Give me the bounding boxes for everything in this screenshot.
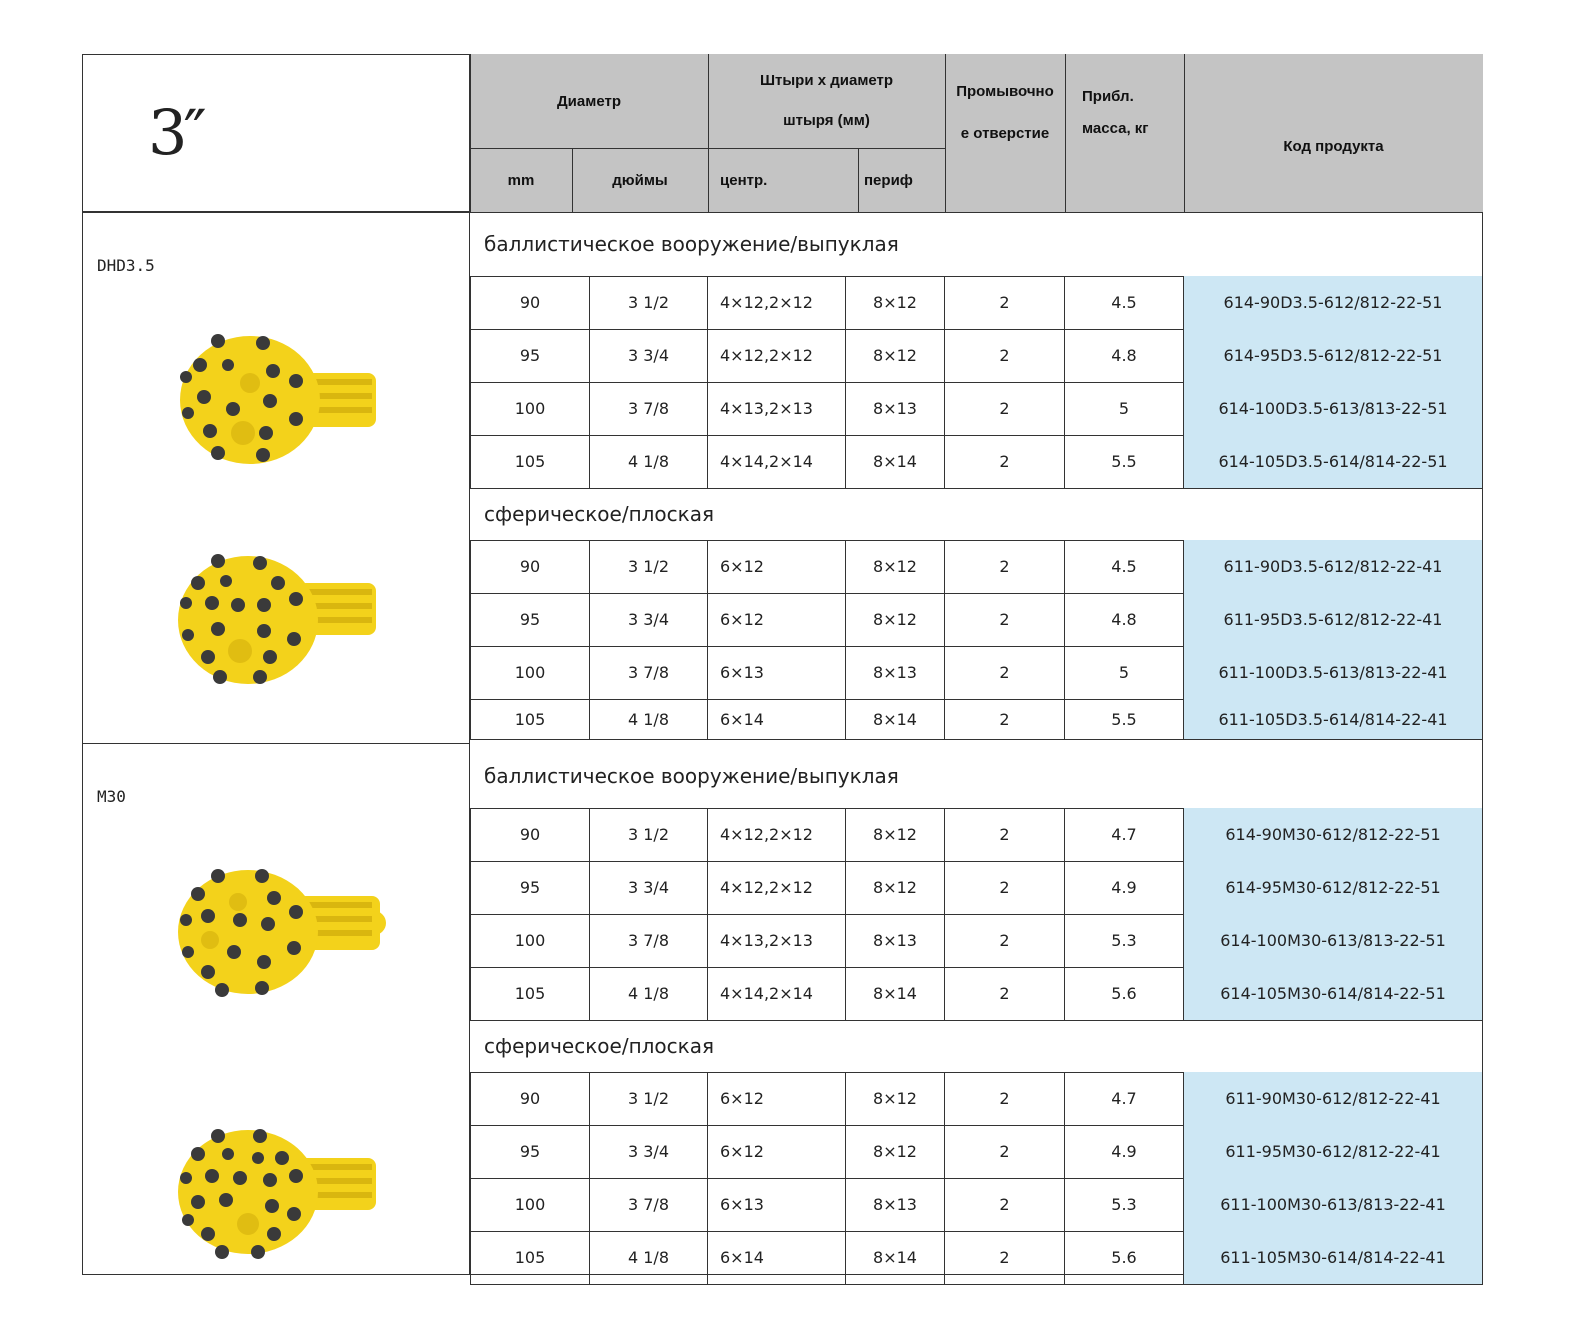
cell-mm: 90 xyxy=(470,1072,590,1125)
cell-flush: 2 xyxy=(945,435,1065,488)
cell-inches: 3 7/8 xyxy=(590,1178,708,1231)
model-name-m30: M30 xyxy=(97,787,126,806)
section-title: баллистическое вооружение/выпуклая xyxy=(484,232,899,256)
cell-code: 611-105M30-614/814-22-41 xyxy=(1184,1231,1483,1284)
cell-mm: 105 xyxy=(470,699,590,739)
cell-inches: 3 7/8 xyxy=(590,646,708,699)
cell-code: 614-105D3.5-614/814-22-51 xyxy=(1184,435,1483,488)
cell-weight: 4.5 xyxy=(1065,276,1184,329)
header-periph xyxy=(858,148,945,212)
header-center xyxy=(708,148,858,212)
cell-periph: 8×14 xyxy=(846,1231,945,1284)
cell-weight: 5 xyxy=(1065,382,1184,435)
cell-periph: 8×13 xyxy=(846,914,945,967)
cell-center: 6×12 xyxy=(708,540,846,593)
header-flush-line1: Промывочно xyxy=(956,83,1054,100)
header-flush xyxy=(945,54,1065,212)
cell-weight: 5.5 xyxy=(1065,699,1184,739)
header-periph-label: периф xyxy=(864,171,913,189)
cell-center: 6×12 xyxy=(708,593,846,646)
cell-flush: 2 xyxy=(945,808,1065,861)
hdr-divider xyxy=(1184,54,1185,212)
header-weight-line1: Прибл. xyxy=(1082,88,1134,105)
cell-flush: 2 xyxy=(945,699,1065,739)
header-code xyxy=(1184,54,1483,212)
cell-center: 6×12 xyxy=(708,1125,846,1178)
cell-inches: 3 3/4 xyxy=(590,593,708,646)
cell-inches: 3 1/2 xyxy=(590,540,708,593)
cell-inches: 4 1/8 xyxy=(590,435,708,488)
cell-code: 614-100D3.5-613/813-22-51 xyxy=(1184,382,1483,435)
cell-code: 611-100D3.5-613/813-22-41 xyxy=(1184,646,1483,699)
cell-mm: 95 xyxy=(470,1125,590,1178)
header-pins xyxy=(708,54,945,148)
cell-periph: 8×12 xyxy=(846,329,945,382)
drill-bit-image xyxy=(178,868,388,1008)
hdr-divider xyxy=(1065,54,1066,212)
cell-flush: 2 xyxy=(945,914,1065,967)
cell-periph: 8×12 xyxy=(846,808,945,861)
cell-mm: 100 xyxy=(470,646,590,699)
cell-inches: 3 3/4 xyxy=(590,1125,708,1178)
cell-inches: 3 1/2 xyxy=(590,808,708,861)
cell-flush: 2 xyxy=(945,861,1065,914)
hdr-divider xyxy=(470,148,945,149)
drill-bit-image xyxy=(178,1128,388,1268)
cell-flush: 2 xyxy=(945,329,1065,382)
cell-periph: 8×13 xyxy=(846,382,945,435)
row-divider xyxy=(470,1284,1483,1285)
header-weight xyxy=(1065,54,1184,212)
cell-weight: 4.7 xyxy=(1065,1072,1184,1125)
cell-weight: 4.5 xyxy=(1065,540,1184,593)
cell-center: 6×13 xyxy=(708,646,846,699)
cell-flush: 2 xyxy=(945,1178,1065,1231)
cell-mm: 90 xyxy=(470,540,590,593)
cell-flush: 2 xyxy=(945,382,1065,435)
header-mm xyxy=(470,148,572,212)
cell-code: 614-90M30-612/812-22-51 xyxy=(1184,808,1483,861)
cell-code: 611-90D3.5-612/812-22-41 xyxy=(1184,540,1483,593)
cell-center: 4×12,2×12 xyxy=(708,861,846,914)
cell-weight: 4.7 xyxy=(1065,808,1184,861)
cell-weight: 5.6 xyxy=(1065,1231,1184,1284)
cell-weight: 4.9 xyxy=(1065,1125,1184,1178)
hdr-divider xyxy=(470,54,471,212)
cell-weight: 5.5 xyxy=(1065,435,1184,488)
cell-mm: 90 xyxy=(470,276,590,329)
header-diameter-label: Диаметр xyxy=(557,92,621,110)
cell-mm: 100 xyxy=(470,914,590,967)
cell-periph: 8×14 xyxy=(846,699,945,739)
cell-center: 4×14,2×14 xyxy=(708,967,846,1020)
hdr-divider xyxy=(858,148,859,212)
header-pins-line1: Штыри x диаметр xyxy=(759,72,894,89)
cell-code: 614-95D3.5-612/812-22-51 xyxy=(1184,329,1483,382)
cell-mm: 105 xyxy=(470,1231,590,1284)
cell-inches: 3 3/4 xyxy=(590,861,708,914)
section-title: сферическое/плоская xyxy=(484,1034,715,1058)
cell-weight: 4.8 xyxy=(1065,593,1184,646)
cell-code: 614-100M30-613/813-22-51 xyxy=(1184,914,1483,967)
cell-periph: 8×12 xyxy=(846,1072,945,1125)
row-divider xyxy=(470,739,1483,740)
hdr-divider xyxy=(708,54,709,212)
cell-code: 611-100M30-613/813-22-41 xyxy=(1184,1178,1483,1231)
cell-periph: 8×13 xyxy=(846,1178,945,1231)
cell-mm: 95 xyxy=(470,329,590,382)
cell-center: 4×13,2×13 xyxy=(708,914,846,967)
cell-code: 614-105M30-614/814-22-51 xyxy=(1184,967,1483,1020)
cell-periph: 8×14 xyxy=(846,435,945,488)
hdr-divider xyxy=(945,54,946,212)
cell-weight: 5 xyxy=(1065,646,1184,699)
cell-flush: 2 xyxy=(945,1072,1065,1125)
cell-inches: 3 1/2 xyxy=(590,276,708,329)
cell-center: 4×13,2×13 xyxy=(708,382,846,435)
hdr-divider xyxy=(572,148,573,212)
cell-mm: 100 xyxy=(470,382,590,435)
model-name-dhd35: DHD3.5 xyxy=(97,256,155,275)
cell-inches: 4 1/8 xyxy=(590,1231,708,1284)
cell-flush: 2 xyxy=(945,276,1065,329)
cell-center: 6×12 xyxy=(708,1072,846,1125)
section-title: баллистическое вооружение/выпуклая xyxy=(484,764,899,788)
cell-center: 4×14,2×14 xyxy=(708,435,846,488)
cell-center: 4×12,2×12 xyxy=(708,808,846,861)
cell-code: 611-95D3.5-612/812-22-41 xyxy=(1184,593,1483,646)
cell-periph: 8×13 xyxy=(846,646,945,699)
cell-inches: 3 1/2 xyxy=(590,1072,708,1125)
cell-periph: 8×14 xyxy=(846,967,945,1020)
cell-periph: 8×12 xyxy=(846,593,945,646)
cell-inches: 4 1/8 xyxy=(590,967,708,1020)
cell-code: 614-90D3.5-612/812-22-51 xyxy=(1184,276,1483,329)
header-pins-line2: штыря (мм) xyxy=(783,112,870,129)
cell-center: 4×12,2×12 xyxy=(708,276,846,329)
drill-bit-image xyxy=(178,553,388,693)
header-inches xyxy=(572,148,708,212)
header-diameter xyxy=(470,54,708,148)
header-weight-line2: масса, кг xyxy=(1082,120,1149,137)
cell-inches: 3 7/8 xyxy=(590,382,708,435)
cell-center: 4×12,2×12 xyxy=(708,329,846,382)
cell-mm: 95 xyxy=(470,861,590,914)
cell-flush: 2 xyxy=(945,967,1065,1020)
size-title: 3″ xyxy=(148,96,203,169)
cell-code: 611-105D3.5-614/814-22-41 xyxy=(1184,699,1483,739)
cell-flush: 2 xyxy=(945,1125,1065,1178)
cell-inches: 3 7/8 xyxy=(590,914,708,967)
cell-weight: 4.9 xyxy=(1065,861,1184,914)
cell-inches: 4 1/8 xyxy=(590,699,708,739)
cell-center: 6×14 xyxy=(708,1231,846,1284)
header-mm-label: mm xyxy=(507,171,535,189)
cell-code: 614-95M30-612/812-22-51 xyxy=(1184,861,1483,914)
cell-mm: 90 xyxy=(470,808,590,861)
cell-code: 611-95M30-612/812-22-41 xyxy=(1184,1125,1483,1178)
cell-inches: 3 3/4 xyxy=(590,329,708,382)
cell-flush: 2 xyxy=(945,540,1065,593)
cell-center: 6×14 xyxy=(708,699,846,739)
cell-mm: 100 xyxy=(470,1178,590,1231)
cell-center: 6×13 xyxy=(708,1178,846,1231)
header-inches-label: дюймы xyxy=(612,171,668,189)
cell-weight: 5.3 xyxy=(1065,914,1184,967)
cell-mm: 105 xyxy=(470,967,590,1020)
header-center-label: центр. xyxy=(720,171,768,189)
section-title: сферическое/плоская xyxy=(484,502,715,526)
cell-code: 611-90M30-612/812-22-41 xyxy=(1184,1072,1483,1125)
cell-periph: 8×12 xyxy=(846,540,945,593)
cell-mm: 95 xyxy=(470,593,590,646)
cell-weight: 5.6 xyxy=(1065,967,1184,1020)
cell-periph: 8×12 xyxy=(846,861,945,914)
cell-weight: 4.8 xyxy=(1065,329,1184,382)
drill-bit-image xyxy=(178,333,388,473)
cell-weight: 5.3 xyxy=(1065,1178,1184,1231)
cell-flush: 2 xyxy=(945,1231,1065,1284)
header-flush-line2: е отверстие xyxy=(960,125,1050,142)
cell-periph: 8×12 xyxy=(846,276,945,329)
size-title-cell xyxy=(82,54,470,212)
cell-flush: 2 xyxy=(945,593,1065,646)
cell-periph: 8×12 xyxy=(846,1125,945,1178)
cell-flush: 2 xyxy=(945,646,1065,699)
header-code-label: Код продукта xyxy=(1283,137,1384,155)
cell-mm: 105 xyxy=(470,435,590,488)
